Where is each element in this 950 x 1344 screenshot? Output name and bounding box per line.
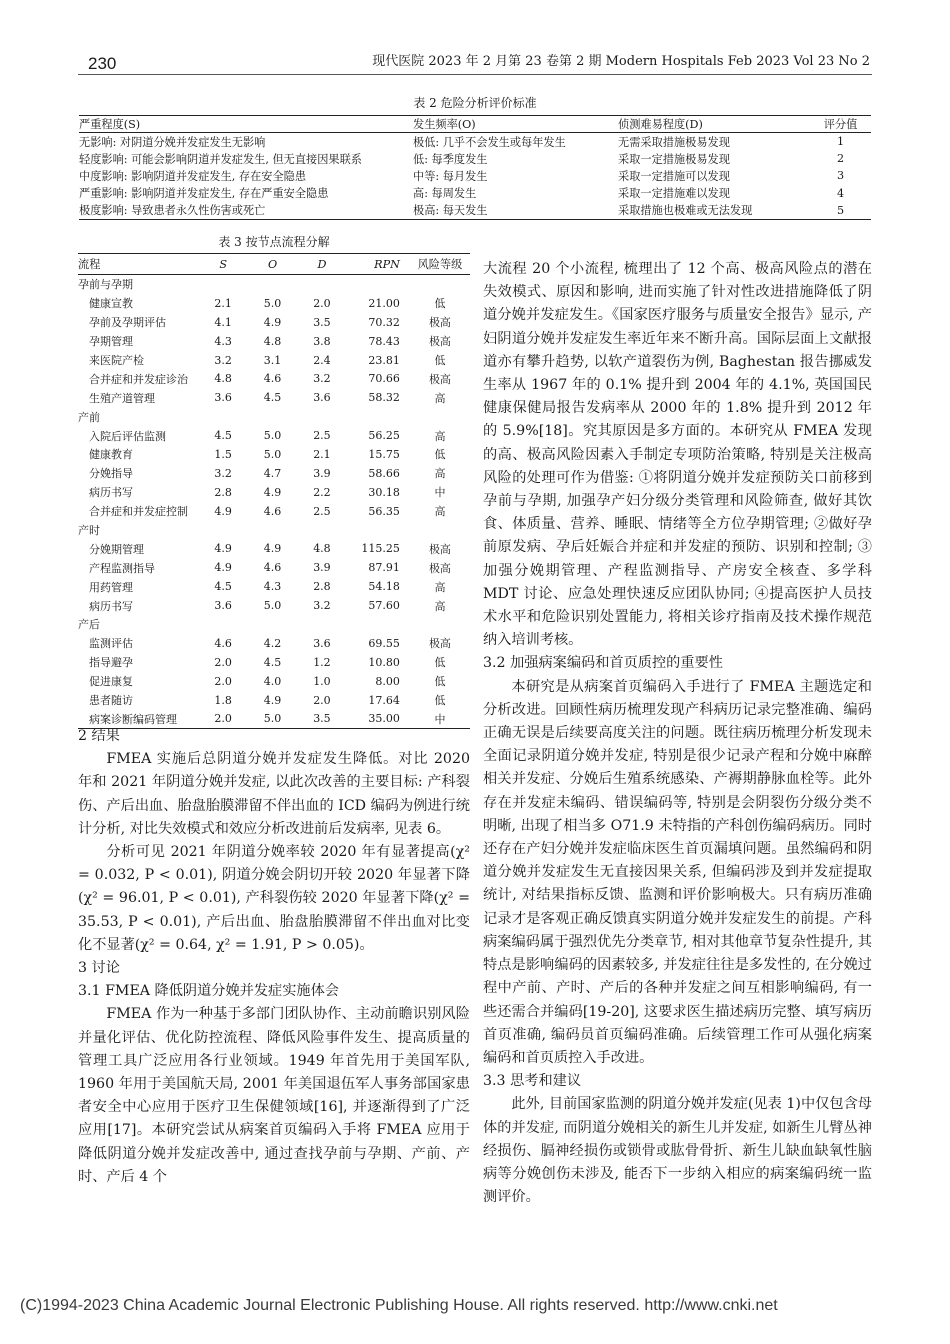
table2-cell: 极高: 每天发生 <box>413 204 488 218</box>
table2-caption: 表 2 危险分析评价标准 <box>413 96 537 110</box>
table3-row <box>78 634 470 653</box>
table3-cell-rpn: 69.55 <box>368 636 400 650</box>
table3-cell-d: 2.1 <box>313 447 331 461</box>
table2-cell: 极度影响: 导致患者永久性伤害或死亡 <box>79 204 266 218</box>
table3-cell-s: 2.0 <box>214 712 232 726</box>
paragraph: FMEA 作为一种基于多部门团队协作、主动前瞻识别风险并量化评估、优化防控流程、降低风险事件发生、提高质量的管理工具广泛应用各行业领域。1949 年首先用于美国军队, 1960 年用于美国航天局, 2001 年美国退伍军人事务部国家患者安全中心应用于医疗卫生保健领域[16], 并逐渐得到了广泛应用[17]。本研究尝试从病案首页编码入手将 FMEA 应用于降低阴道分娩并发症改善中, 通过查找孕前与孕期、产前、产时、产后 4 个 <box>78 1006 470 1185</box>
table3-cell-d: 3.9 <box>313 561 331 575</box>
table2-cell: 严重影响: 影响阴道并发症发生, 存在严重安全隐患 <box>79 187 329 201</box>
table2-cell: 轻度影响: 可能会影响阴道并发症发生, 但无直接因果联系 <box>79 152 362 166</box>
table3-header-row <box>78 254 470 275</box>
section-heading: 3.3 思考和建议 <box>483 1073 582 1090</box>
table2-cell: 低: 每季度发生 <box>413 152 488 166</box>
table3-cell-rpn: 17.64 <box>368 693 400 707</box>
table3-cell-o: 4.7 <box>263 466 282 480</box>
table3-cell-o: 4.6 <box>263 372 282 386</box>
table3-row <box>78 539 470 558</box>
paragraph: 本研究是从病案首页编码入手进行了 FMEA 主题选定和分析改进。回顾性病历梳理发现产科病历记录完整准确、编码正确无误是后续要高度关注的问题。既往病历梳理分析发现未全面记录阴道分娩并发症, 特别是很少记录产程和分娩中麻醉相关并发症、分娩后生殖系统感染、产褥期静脉血栓等。此外存在并发症未编码、错误编码等, 特别是会阴裂伤分级分类不明晰, 出现了相当多 O71.9 未特指的产科创伤编码病历。同时还存在产妇分娩并发症临床医生首页漏填问题。虽然编码和阴道分娩并发症发生无直接因果关系, 但编码涉及到并发症提取统计, 对结果指标反馈、监测和评价影响极大。只有病历准确记录才是客观正确反馈真实阴道分娩并发症发生的前提。产科病案编码属于强烈优先分类章节, 相对其他章节复杂性提升, 其特点是影响编码的因素较多, 并发症往往是多发性的, 在分娩过程中产前、产时、产后的各种并发症之间互相影响编码, 有一些还需合并编码[19-20], 这要求医生描述病历完整、填写病历首页准确, 编码员首页编码准确。后续管理工作可从强化病案编码和首页质控入手改进。 <box>483 678 872 1066</box>
table2-row <box>79 133 871 151</box>
table3-cell-name: 来医院产检 <box>89 354 144 367</box>
table3-cell-level: 高 <box>434 467 446 481</box>
table3-cell-d: 3.2 <box>313 599 331 613</box>
table3-cell-d: 1.0 <box>313 674 331 688</box>
table3-cell-s: 4.9 <box>214 561 232 575</box>
table3-cell-d: 2.8 <box>313 580 331 594</box>
table3-cell-s: 4.3 <box>214 334 232 348</box>
table3-cell-level: 高 <box>434 429 446 443</box>
table3-cell-s: 4.5 <box>214 580 232 594</box>
table3-header-cell: 流程 <box>78 254 198 275</box>
section-heading: 3.1 FMEA 降低阴道分娩并发症实施体会 <box>78 983 339 1000</box>
table3-row <box>78 388 470 407</box>
table3-group-row <box>78 615 470 634</box>
table2-cell: 中度影响: 影响阴道并发症发生, 存在安全隐患 <box>79 169 307 183</box>
table3-cell-level: 极高 <box>428 561 451 575</box>
right-text-column <box>483 258 872 1209</box>
table3-cell-name: 产程监测指导 <box>89 561 155 575</box>
table3-cell-name: 合并症和并发症诊治 <box>89 372 188 386</box>
table3-cell-name: 指导避孕 <box>89 656 133 670</box>
table3-cell-name: 监测评估 <box>89 637 133 651</box>
table2-row <box>79 167 871 184</box>
table3-row <box>78 313 470 332</box>
table3-cell-name: 病历书写 <box>89 599 133 613</box>
table2-header-cell: 侦测难易程度(D) <box>618 116 810 133</box>
table3-cell-s: 4.9 <box>214 542 232 556</box>
table3-group-label: 孕前与孕期 <box>78 278 133 292</box>
table3-row <box>78 577 470 596</box>
table3-cell-o: 4.9 <box>263 693 282 707</box>
table2 <box>79 115 871 220</box>
table3-group-label: 产后 <box>78 618 100 632</box>
table3-cell-s: 2.8 <box>214 485 232 499</box>
table2-cell: 采取措施也极难或无法发现 <box>618 204 753 218</box>
table3-cell-rpn: 70.66 <box>368 372 400 386</box>
paragraph: FMEA 实施后总阴道分娩并发症发生降低。对比 2020 年和 2021 年阴道分娩并发症, 以此次改善的主要目标: 产科裂伤、产后出血、胎盘胎膜滞留不伴出血的 ICD 编码为例进行统计分析, 对比失效模式和效应分析改进前后发病率, 见表 6。 <box>78 751 470 837</box>
table3-header-cell: O <box>248 254 297 275</box>
table3-group-label: 产前 <box>78 410 100 424</box>
table2-header-cell: 发生频率(O) <box>413 116 618 133</box>
left-text-column <box>78 725 470 1189</box>
table3-cell-level: 中 <box>434 486 446 500</box>
table3-cell-level: 低 <box>434 694 446 708</box>
table3-cell-level: 极高 <box>428 372 451 386</box>
table2-header-row <box>79 116 871 133</box>
table3-cell-level: 极高 <box>428 316 451 330</box>
table3-cell-rpn: 30.18 <box>368 485 400 499</box>
table3-row <box>78 691 470 710</box>
table3-cell-rpn: 23.81 <box>368 353 400 367</box>
table3-cell-s: 3.2 <box>214 466 232 480</box>
section-heading: 3 讨论 <box>78 960 120 977</box>
table3-cell-s: 3.6 <box>214 599 232 613</box>
table3-header-cell: D <box>297 254 346 275</box>
table3-row <box>78 596 470 615</box>
table3-cell-level: 高 <box>434 580 446 594</box>
table3-header-cell: 风险等级 <box>410 254 470 275</box>
table3-cell-d: 3.9 <box>313 466 331 480</box>
table3-cell-name: 健康教育 <box>89 448 133 462</box>
table3-row <box>78 294 470 313</box>
table3-row <box>78 672 470 691</box>
table3-cell-o: 4.9 <box>263 315 282 329</box>
table3-cell-s: 3.2 <box>214 353 232 367</box>
page-number: 230 <box>88 54 117 73</box>
table2-header-cell: 严重程度(S) <box>79 116 413 133</box>
table2-cell: 1 <box>836 135 845 149</box>
table3-row <box>78 483 470 502</box>
table3 <box>78 253 470 729</box>
header-rule <box>78 74 872 75</box>
table3-cell-o: 4.0 <box>263 674 282 688</box>
table3-cell-rpn: 56.35 <box>368 504 400 518</box>
table3-cell-name: 用药管理 <box>89 580 133 594</box>
journal-header: 现代医院 2023 年 2 月第 23 卷第 2 期 Modern Hospitals Feb 2023 Vol 23 No 2 <box>372 54 870 69</box>
table3-row <box>78 351 470 370</box>
table3-cell-name: 合并症和并发症控制 <box>89 505 188 519</box>
table3-cell-o: 4.3 <box>263 580 282 594</box>
table3-cell-s: 2.0 <box>214 655 232 669</box>
table3-cell-rpn: 10.80 <box>368 655 400 669</box>
table3-cell-o: 5.0 <box>263 599 282 613</box>
section-heading: 2 结果 <box>78 728 120 744</box>
table3-cell-d: 2.0 <box>313 296 331 310</box>
table2-cell: 无需采取措施极易发现 <box>618 135 730 149</box>
table3-cell-rpn: 35.00 <box>368 712 400 726</box>
table3-group-row <box>78 407 470 426</box>
table3-cell-s: 2.0 <box>214 674 232 688</box>
table3-cell-level: 高 <box>434 391 446 405</box>
table3-cell-name: 病历书写 <box>89 486 133 500</box>
table3-cell-level: 高 <box>434 505 446 519</box>
table2-row <box>79 150 871 167</box>
table3-cell-d: 4.8 <box>313 542 331 556</box>
table2-cell: 采取一定措施极易发现 <box>618 152 730 166</box>
table3-cell-rpn: 115.25 <box>361 542 400 556</box>
table3-cell-level: 极高 <box>428 637 451 651</box>
table2-cell: 高: 每周发生 <box>413 187 477 201</box>
table2-cell: 采取一定措施难以发现 <box>618 187 730 201</box>
table3-cell-level: 极高 <box>428 542 451 556</box>
table3-cell-o: 4.9 <box>263 542 282 556</box>
table3-cell-rpn: 70.32 <box>368 315 400 329</box>
table3-cell-d: 2.5 <box>313 429 331 443</box>
table3-cell-rpn: 56.25 <box>368 429 400 443</box>
table3-cell-level: 低 <box>434 448 446 462</box>
table3-group-label: 产时 <box>78 524 100 538</box>
table3-cell-o: 4.6 <box>263 504 282 518</box>
table3-cell-d: 3.5 <box>313 712 331 726</box>
table3-cell-d: 3.8 <box>313 334 331 348</box>
table3-cell-level: 低 <box>434 656 446 670</box>
table3-cell-name: 患者随访 <box>89 694 133 708</box>
table3-cell-o: 4.5 <box>263 391 282 405</box>
table2-header-cell: 评分值 <box>810 116 871 133</box>
table3-cell-rpn: 58.32 <box>368 391 400 405</box>
table2-cell: 无影响: 对阴道分娩并发症发生无影响 <box>79 135 266 149</box>
table3-cell-s: 4.9 <box>214 504 232 518</box>
table3-header-cell: RPN <box>347 254 410 275</box>
table3-cell-rpn: 87.91 <box>368 561 400 575</box>
table3-cell-o: 3.1 <box>263 353 282 367</box>
paragraph: 分析可见 2021 年阴道分娩率较 2020 年有显著提高(χ² = 0.032, P < 0.01), 阴道分娩会阴切开较 2020 年显著下降(χ² = 96.01, P < 0.01), 产科裂伤较 2020 年显著下降(χ² = 35.53, P < 0.01), 产后出血、胎盘胎膜滞留不伴出血对比变化不显著(χ² = 0.64, χ² = 1.91, P > 0.05)。 <box>78 844 470 953</box>
table3-row <box>78 332 470 351</box>
table3-row <box>78 558 470 577</box>
table3-row <box>78 502 470 521</box>
table2-cell: 2 <box>836 152 845 166</box>
table3-cell-o: 5.0 <box>263 296 282 310</box>
table3-cell-o: 5.0 <box>263 712 282 726</box>
table2-row <box>79 185 871 202</box>
table2-cell: 中等: 每月发生 <box>413 169 488 183</box>
table3-cell-s: 4.8 <box>214 372 232 386</box>
table3-row <box>78 426 470 445</box>
table3-cell-s: 2.1 <box>214 296 232 310</box>
table3-cell-rpn: 57.60 <box>368 599 400 613</box>
table3-cell-level: 极高 <box>428 335 451 349</box>
table3-row <box>78 464 470 483</box>
table3-cell-name: 病案诊断编码管理 <box>89 712 177 726</box>
table3-cell-s: 3.6 <box>214 391 232 405</box>
table3-cell-o: 5.0 <box>263 429 282 443</box>
table3-cell-name: 生殖产道管理 <box>89 391 155 405</box>
table3-cell-level: 高 <box>434 599 446 613</box>
table3-cell-name: 入院后评估监测 <box>89 429 166 443</box>
table3-cell-name: 孕前及孕期评估 <box>89 316 166 330</box>
table3-cell-s: 4.6 <box>214 636 232 650</box>
table3-cell-rpn: 58.66 <box>368 466 400 480</box>
table3-cell-name: 分娩期管理 <box>89 542 144 556</box>
table3-header-cell: S <box>198 254 247 275</box>
table3-cell-name: 健康宣教 <box>89 297 133 311</box>
table2-cell: 3 <box>836 169 845 183</box>
table3-cell-rpn: 21.00 <box>368 296 400 310</box>
table3-cell-s: 4.1 <box>214 315 232 329</box>
table3-cell-o: 4.5 <box>263 655 282 669</box>
table3-cell-level: 低 <box>434 297 446 311</box>
table3-cell-name: 分娩指导 <box>89 467 133 481</box>
table3-row <box>78 653 470 672</box>
table3-cell-name: 孕期管理 <box>89 335 133 349</box>
table3-cell-rpn: 78.43 <box>368 334 400 348</box>
paragraph: 大流程 20 个小流程, 梳理出了 12 个高、极高风险点的潜在失效模式、原因和影响, 进而实施了针对性改进措施降低了阴道分娩并发症发生。《国家医疗服务与质量安全报告》显示, 产妇阴道分娩并发症发生率近年来不断升高。国际层面上文献报道亦有攀升趋势, 以软产道裂伤为例, Baghestan 报告挪威发生率从 1967 年的 0.1% 提升到 2004 年的 4.1%, 英国国民健康保健局报告发病率从 2000 年的 1.8% 提升到 2012 年的 5.9%[18]。究其原因是多方面的。本研究从 FMEA 发现的高、极高风险因素入手制定专项防治策略, 特别是关注极高风险的处理可作为借鉴: ①将阴道分娩并发症预防关口前移到孕前与孕期, 加强孕产妇分级分类管理和风险筛查, 做好其饮食、体质量、营养、睡眠、情绪等全方位孕期管理; ②做好孕前原发病、孕后妊娠合并症和并发症的预防、识别和控制; ③加强分娩期管理、产程监测指导、产房安全核查、多学科 MDT 讨论、应急处理快速反应团队协同; ④提高医护人员技术水平和危险识别处置能力, 将相关诊疗指南及技术操作规范纳入培训考核。 <box>483 261 872 649</box>
table3-cell-rpn: 8.00 <box>375 674 400 688</box>
paragraph: 此外, 目前国家监测的阴道分娩并发症(见表 1)中仅包含母体的并发症, 而阴道分娩相关的新生儿并发症, 如新生儿臂丛神经损伤、膈神经损伤或锁骨或肱骨骨折、新生儿缺血缺氧性脑病等分娩创伤未涉及, 能否下一步纳入相应的病案编码统一监测评价。 <box>483 1096 872 1206</box>
table2-cell: 4 <box>836 186 845 200</box>
table3-row <box>78 369 470 388</box>
table3-cell-d: 2.5 <box>313 504 331 518</box>
table3-cell-o: 4.2 <box>263 636 282 650</box>
table3-cell-d: 3.5 <box>313 315 331 329</box>
table3-cell-d: 3.6 <box>313 636 331 650</box>
table3-row <box>78 445 470 464</box>
table3-cell-d: 2.0 <box>313 693 331 707</box>
table3-cell-d: 3.6 <box>313 391 331 405</box>
table3-cell-s: 4.5 <box>214 429 232 443</box>
table3-cell-o: 5.0 <box>263 447 282 461</box>
table2-row <box>79 202 871 220</box>
table3-cell-rpn: 15.75 <box>368 447 400 461</box>
table3-caption: 表 3 按节点流程分解 <box>218 235 330 249</box>
table3-cell-d: 3.2 <box>313 372 331 386</box>
table3-cell-level: 低 <box>434 354 446 367</box>
table3-cell-d: 1.2 <box>313 655 331 669</box>
table2-cell: 5 <box>836 203 845 217</box>
table3-cell-s: 1.5 <box>214 447 232 461</box>
table3-cell-o: 4.6 <box>263 561 282 575</box>
table2-cell: 采取一定措施可以发现 <box>618 169 730 183</box>
table3-cell-o: 4.8 <box>263 334 282 348</box>
table3-cell-rpn: 54.18 <box>368 580 400 594</box>
table2-cell: 极低: 几乎不会发生或每年发生 <box>413 135 566 149</box>
table3-cell-level: 低 <box>434 675 446 689</box>
table3-cell-s: 1.8 <box>214 693 232 707</box>
table3-cell-name: 促进康复 <box>89 675 133 689</box>
table3-group-row <box>78 275 470 294</box>
table3-cell-d: 2.4 <box>313 353 331 367</box>
table3-cell-d: 2.2 <box>313 485 331 499</box>
section-heading: 3.2 加强病案编码和首页质控的重要性 <box>483 655 723 672</box>
copyright-footer: (C)1994-2023 China Academic Journal Electronic Publishing House. All rights reserved. http://www.cnki.net <box>20 1297 778 1314</box>
table3-group-row <box>78 521 470 540</box>
table3-cell-o: 4.9 <box>263 485 282 499</box>
table3-cell-level: 中 <box>434 712 446 726</box>
